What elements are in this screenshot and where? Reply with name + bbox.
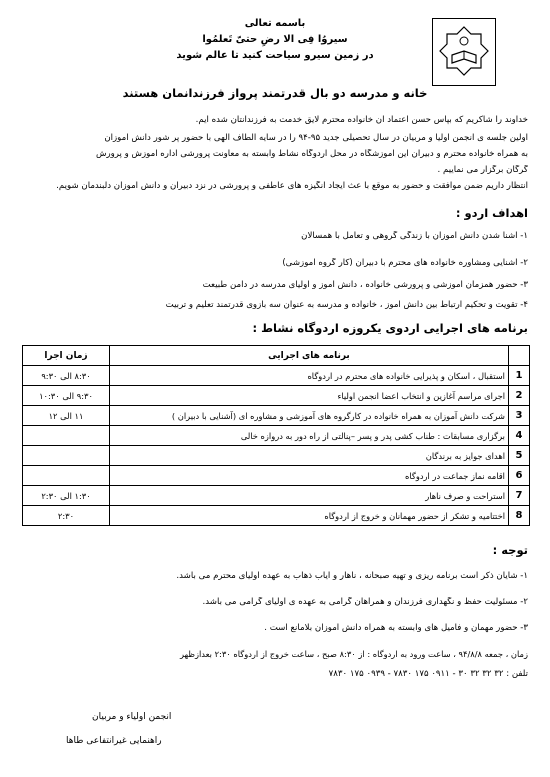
intro-line: انتظار داریم ضمن موافقت و حضور به موقع با عث ایجاد انگیزه های عاطفی و پرورشی در نزد دبیران و دانش آموزان دلبندمان شویم. <box>56 181 528 191</box>
row-number: 5 <box>509 446 530 466</box>
goal-item: ۱- آشنا شدن دانش آموزان با زندگی گروهی و تعامل با همسالان <box>301 231 528 241</box>
table-row <box>23 506 530 526</box>
row-number: 2 <box>509 386 530 406</box>
row-number: 4 <box>509 426 530 446</box>
row-program: اقامه نماز جماعت در اردوگاه <box>110 466 509 486</box>
table-row <box>23 486 530 506</box>
verse: سیروُا فِی الا رضِ حتیّ تَعلّمُوا <box>202 34 348 45</box>
program-title: برنامه های اجرایی اردوی یکروزه اردوگاه نشاط : <box>252 321 528 335</box>
basmala: باسمه تعالی <box>244 18 306 29</box>
table-row <box>23 426 530 446</box>
intro-line: اولین جلسه ی انجمن اولیا و مربیان در سال تحصیلی جدید ۹۵-۹۴ را در سایه الطاف الهی با حضور پر شور دانش آموزان <box>104 133 528 143</box>
row-time: ۱۱ الی ۱۲ <box>23 406 110 426</box>
note-item: ۲- مسئولیت حفظ و نگهداری فرزندان و همراهان گرامی به عهده ی اولیای گرامی می باشد. <box>202 597 528 607</box>
table-row <box>23 366 530 386</box>
program-header: برنامه های اجرایی <box>110 346 509 366</box>
note-item: ۳- حضور مهمان و فامیل های وابسته به همراه دانش آموزان بلامانع است . <box>264 623 528 633</box>
row-program: استقبال ، اسکان و پذیرایی خانواده های محترم در اردوگاه <box>110 366 509 386</box>
row-program: اختتامیه و تشکر از حضور مهمانان و خروج از اردوگاه <box>110 506 509 526</box>
row-number: 1 <box>509 366 530 386</box>
row-program: شرکت دانش آموزان به همراه خانواده در کارگروه های آموزشی و مشاوره ای (آشنایی با دبیران ) <box>110 406 509 426</box>
note-item: ۱- شایان ذکر است برنامه ریزی و تهیه صبحانه ، ناهار و ایاب ذهاب به عهده اولیای محترم می باشد. <box>176 571 528 581</box>
row-time: ۱:۳۰ الی ۲:۳۰ <box>23 486 110 506</box>
num-header <box>509 346 530 366</box>
notes-title: توجه : <box>492 543 528 557</box>
intro-line: خداوند را شاکریم که بپاس حسن اعتماد آن خانواده محترم لایق خدمت به فرزندانتان شده ایم. <box>195 115 528 125</box>
intro-line: به همراه خانواده محترم و دبیران این آموزشگاه در محل اردوگاه نشاط وابسته به معاونت پرورشی اداره آموزش و پرورش <box>95 149 528 159</box>
row-number: 7 <box>509 486 530 506</box>
table-row <box>23 386 530 406</box>
schedule-line: زمان ، جمعه ۹۴/۸/۸ ، ساعت ورود به اردوگاه : از ۸:۳۰ صبح ، ساعت خروج از اردوگاه ۲:۳۰ بعدازظهر <box>179 649 528 659</box>
row-time <box>23 446 110 466</box>
row-number: 3 <box>509 406 530 426</box>
table-header-row <box>23 346 530 366</box>
program-table <box>22 345 530 526</box>
goal-item: ۳- حضور همزمان آموزشی و پرورشی خانواده ، دانش آموز و اولیای مدرسه در دامن طبیعت <box>202 280 528 290</box>
row-program: برگزاری مسابقات : طناب کشی پدر و پسر –پنالتی از راه دور به دروازه خالی <box>110 426 509 446</box>
row-program: استراحت و صرف ناهار <box>110 486 509 506</box>
table-row <box>23 406 530 426</box>
slogan: خانه و مدرسه دو بال قدرتمند پرواز فرزندانمان هستند <box>122 86 428 100</box>
row-time: ۹:۳۰ الی ۱۰:۳۰ <box>23 386 110 406</box>
table-row <box>23 466 530 486</box>
goal-item: ۲- آشنایی ومشاوره خانواده های محترم با دبیران (کار گروه آموزشی) <box>282 258 528 268</box>
row-time: ۸:۳۰ الی ۹:۳۰ <box>23 366 110 386</box>
verse-translation: در زمین سیرو سیاحت کنید تا عالم شوید <box>176 50 374 61</box>
table-row <box>23 446 530 466</box>
row-number: 6 <box>509 466 530 486</box>
goals-title: اهداف اردو : <box>455 206 528 220</box>
row-number: 8 <box>509 506 530 526</box>
goal-item: ۴- تقویت و تحکیم ارتباط بین دانش آموز ، خانواده و مدرسه به عنوان سه بازوی قدرتمند تعلیم و تربیت <box>165 300 528 310</box>
row-time <box>23 426 110 446</box>
row-program: اجرای مراسم آغازین و انتخاب اعضا انجمن اولیاء <box>110 386 509 406</box>
signature-line: انجمن اولیاء و مربیان <box>92 712 172 722</box>
row-time <box>23 466 110 486</box>
time-header: زمان اجرا <box>23 346 110 366</box>
row-time: ۲:۳۰ <box>23 506 110 526</box>
signature-line: راهنمایی غیرانتفاعی طاها <box>66 736 162 746</box>
row-program: اهدای جوایز به برندگان <box>110 446 509 466</box>
phone-line: تلفن : ۳۲ ۳۲ ۳۲ ۳۰ - ۰۹۱۱ ۱۷۵ ۷۸۳۰ - ۰۹۳۹ ۱۷۵ ۷۸۳۰ <box>328 669 528 679</box>
intro-line: گرگان برگزار می نماییم . <box>437 165 528 175</box>
